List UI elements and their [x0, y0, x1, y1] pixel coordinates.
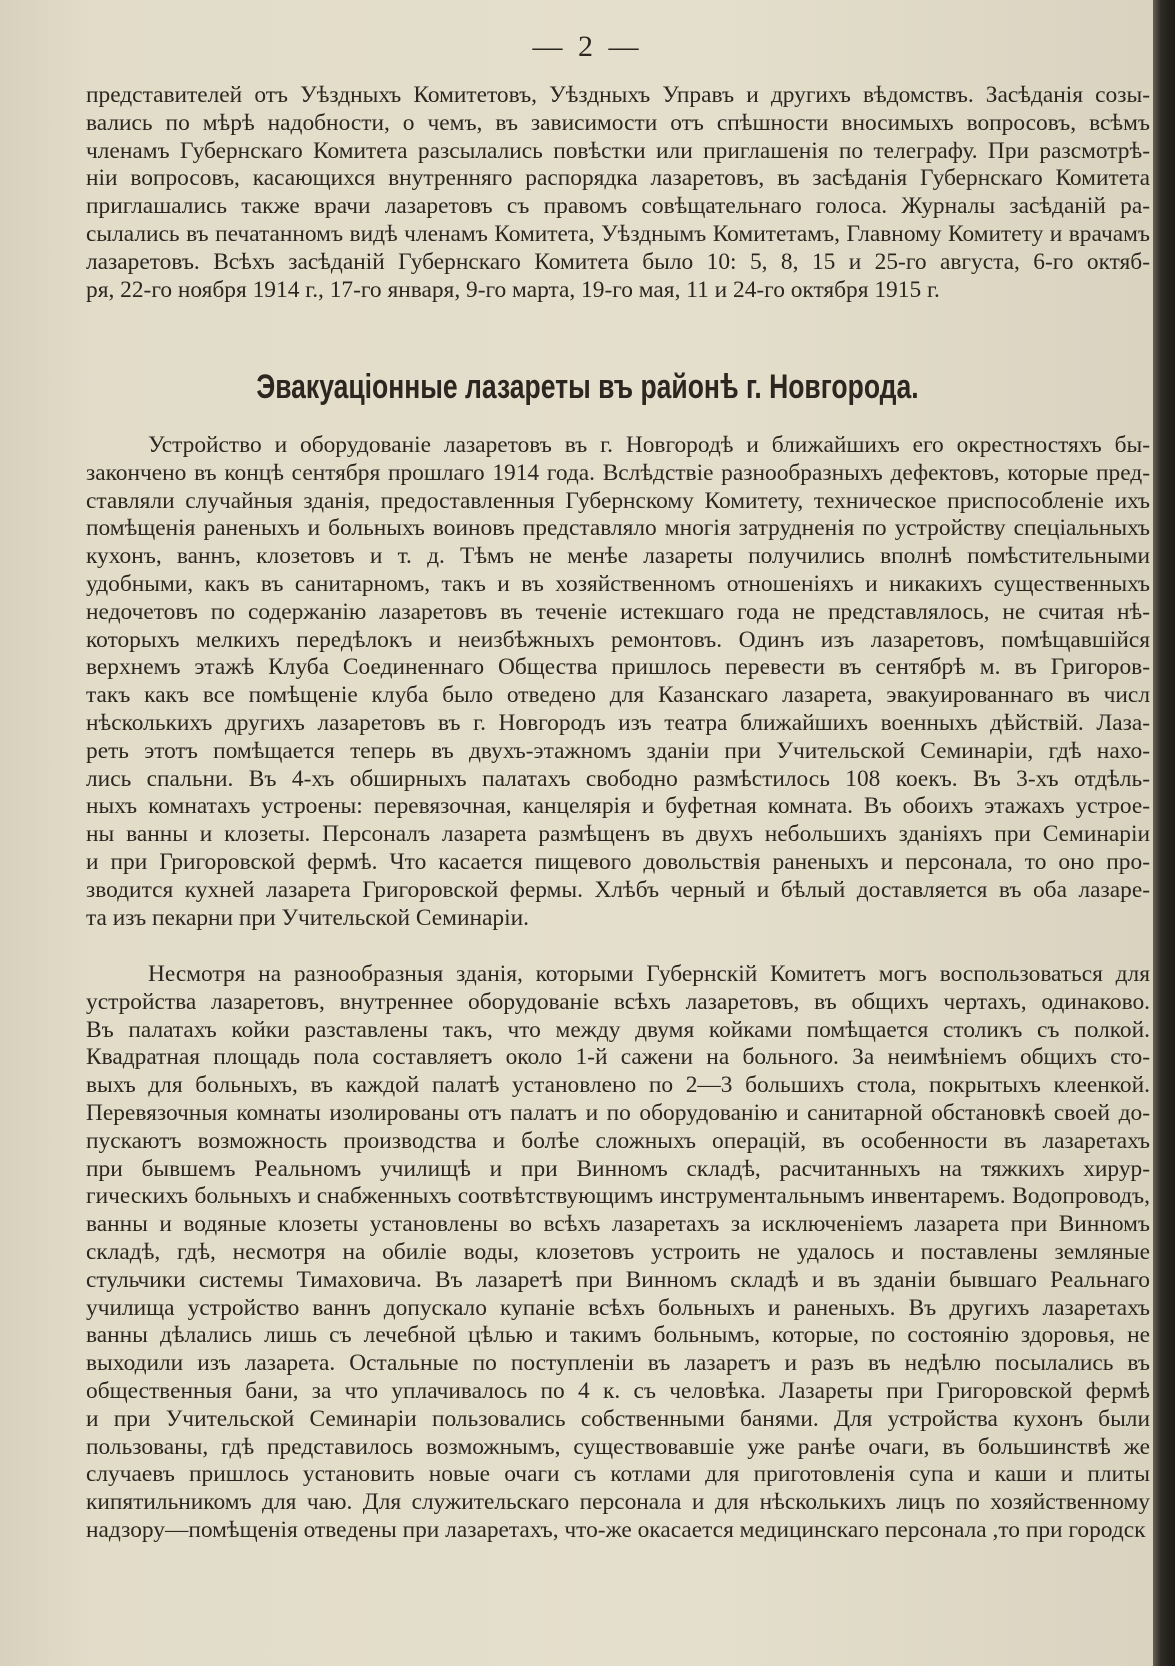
text-line: ны ванны и клозеты. Персоналъ лазарета размѣщенъ въ двухъ небольшихъ зданіяхъ при Семинаріи [86, 821, 1150, 848]
text-line: выходили изъ лазарета. Остальные по поступленіи въ лазаретъ и разъ въ недѣлю посылались въ [86, 1350, 1150, 1377]
text-line: которыхъ мелкихъ передѣлокъ и неизбѣжныхъ ремонтовъ. Одинъ изъ лазаретовъ, помѣщавшійся [86, 626, 1150, 653]
text-line: недочетовъ по содержанію лазаретовъ въ теченіе истекшаго года не представлялось, не считая нѣ- [86, 598, 1150, 625]
paragraph-2 [86, 961, 1150, 1545]
text-line: Перевязочныя комнаты изолированы отъ палатъ и по оборудованію и санитарной обстановкѣ своей до- [86, 1099, 1150, 1126]
text-line: сылались въ печатанномъ видѣ членамъ Комитета, Уѣзднымъ Комитетамъ, Главному Комитету и врачамъ [86, 220, 1150, 247]
text-line: устройства лазаретовъ, внутреннее оборудованіе всѣхъ лазаретовъ, въ общихъ чертахъ, одинаково. [86, 988, 1150, 1015]
text-line: пускаютъ возможность производства и болѣе сложныхъ операцій, въ особенности въ лазаретахъ [86, 1127, 1150, 1154]
text-line: лись спальни. Въ 4-хъ обширныхъ палатахъ свободно размѣстилось 108 коекъ. Въ 3-хъ отдѣль- [86, 765, 1150, 792]
text-line: ванны и водяные клозеты установлены во всѣхъ лазаретахъ за исключеніемъ лазарета при Винномъ [86, 1211, 1150, 1238]
text-line: гическихъ больныхъ и снабженныхъ соотвѣтствующимъ инструментальнымъ инвентаремъ. Водопроводъ, [86, 1183, 1150, 1210]
text-line: кипятильникомъ для чаю. Для служительскаго персонала и для нѣсколькихъ лицъ по хозяйственному [86, 1489, 1150, 1516]
text-line: Устройство и оборудованіе лазаретовъ въ г. Новгородѣ и ближайшихъ его окрестностяхъ бы- [148, 432, 1150, 458]
text-line: такъ какъ все помѣщеніе клуба было отведено для Казанскаго лазарета, эвакуированнаго въ числ [86, 682, 1150, 709]
text-line: нѣсколькихъ другихъ лазаретовъ въ г. Новгородъ изъ театра ближайшихъ военныхъ дѣйствій. Лаза- [86, 709, 1150, 736]
text-line: представителей отъ Уѣздныхъ Комитетовъ, Уѣздныхъ Управъ и другихъ вѣдомствъ. Засѣданія созы- [86, 82, 1150, 108]
text-line: членамъ Губернскаго Комитета разсылались повѣстки или приглашенія по телеграфу. При разсмотрѣ- [86, 137, 1150, 164]
text-line: ставляли случайныя зданія, предоставленныя Губернскому Комитету, техническое приспособленіе ихъ [86, 487, 1150, 514]
text-line: училища устройство ваннъ допускало купаніе всѣхъ больныхъ и раненыхъ. Въ другихъ лазаретахъ [86, 1294, 1150, 1321]
text-line: надзору—помѣщенія отведены при лазаретахъ, что-же окасается медицинскаго персонала ,то при городск [86, 1516, 1146, 1543]
text-line: ванны дѣлались лишь съ лечебной цѣлью и такимъ больнымъ, которые, по состоянію здоровья, не [86, 1322, 1150, 1349]
page-number: — 2 — [532, 30, 643, 63]
paragraph-1 [86, 432, 1150, 932]
text-line: та изъ пекарни при Учительской Семинаріи. [86, 904, 529, 931]
text-line: приглашались также врачи лазаретовъ съ правомъ совѣщательнаго голоса. Журналы засѣданій ра- [86, 193, 1150, 220]
text-line: стульчики системы Тимаховича. Въ лазаретѣ при Винномъ складѣ и въ зданіи бывшаго Реальнаго [86, 1266, 1150, 1293]
text-line: Въ палатахъ койки разставлены такъ, что между двумя койками помѣщается столикъ съ полкой. [86, 1016, 1150, 1043]
text-line: лазаретовъ. Всѣхъ засѣданій Губернскаго Комитета было 10: 5, 8, 15 и 25-го августа, 6-го октяб- [86, 248, 1150, 275]
text-line: выхъ для больныхъ, въ каждой палатѣ установлено по 2—3 большихъ стола, покрытыхъ клеенкой. [86, 1072, 1150, 1099]
text-line: ныхъ комнатахъ устроены: перевязочная, канцелярія и буфетная комната. Въ обоихъ этажахъ устрое- [86, 793, 1150, 820]
text-line: помѣщенія раненыхъ и больныхъ воиновъ представляло многія затрудненія по устройству спеціальныхъ [86, 515, 1150, 542]
text-line: закончено въ концѣ сентября прошлаго 1914 года. Вслѣдствіе разнообразныхъ дефектовъ, которые пред- [86, 459, 1150, 486]
book-spine-shadow [1153, 0, 1175, 1666]
text-line: складѣ, гдѣ, несмотря на обиліе воды, клозетовъ устроить не удалось и поставлены земляные [86, 1238, 1150, 1265]
text-line: удобными, какъ въ санитарномъ, такъ и въ хозяйственномъ отношеніяхъ и никакихъ существенныхъ [86, 570, 1150, 597]
text-line: верхнемъ этажѣ Клуба Соединеннаго Общества пришлось перевести въ сентябрѣ м. въ Григоров- [86, 654, 1150, 681]
text-line: Несмотря на разнообразныя зданія, которыми Губернскій Комитетъ могъ воспользоваться для [148, 961, 1150, 987]
text-line: Квадратная площадь пола составляетъ около 1-й сажени на больного. За неимѣніемъ общихъ сто- [86, 1044, 1150, 1071]
text-line: реть этотъ помѣщается теперь въ двухъ-этажномъ зданіи при Учительской Семинаріи, гдѣ нахо- [86, 737, 1150, 764]
text-line: и при Учительской Семинаріи пользовались собственными банями. Для устройства кухонъ были [86, 1405, 1150, 1432]
intro-paragraph [86, 82, 1150, 304]
text-line: вались по мѣрѣ надобности, о чемъ, въ зависимости отъ спѣшности вносимыхъ вопросовъ, всѣмъ [86, 109, 1150, 136]
text-line: общественныя бани, за что уплачивалось по 4 к. съ человѣка. Лазареты при Григоровской фермѣ [86, 1377, 1150, 1404]
text-line: при бывшемъ Реальномъ училищѣ и при Винномъ складѣ, расчитанныхъ на тяжкихъ хирур- [86, 1155, 1150, 1182]
text-line: ря, 22-го ноября 1914 г., 17-го января, 9-го марта, 19-го мая, 11 и 24-го октября 1915 г. [86, 276, 940, 303]
section-heading: Эвакуаціонные лазареты въ районѣ г. Новгорода. [256, 368, 919, 406]
text-line: зводится кухней лазарета Григоровской фермы. Хлѣбъ черный и бѣлый доставляется въ оба лазаре- [86, 876, 1150, 903]
text-line: кухонъ, ваннъ, клозетовъ и т. д. Тѣмъ не менѣе лазареты получились вполнѣ помѣстительными [86, 543, 1150, 570]
text-line: ніи вопросовъ, касающихся внутренняго распорядка лазаретовъ, въ засѣданія Губернскаго Комитета [86, 165, 1150, 192]
text-line: и при Григоровской фермѣ. Что касается пищевого довольствія раненыхъ и персонала, то оно про- [86, 848, 1150, 875]
text-line: случаевъ пришлось установить новые очаги съ котлами для приготовленія супа и каши и плиты [86, 1461, 1150, 1488]
text-line: пользованы, гдѣ представилось возможнымъ, существовавшіе уже ранѣе очаги, въ большинствѣ же [86, 1433, 1150, 1460]
